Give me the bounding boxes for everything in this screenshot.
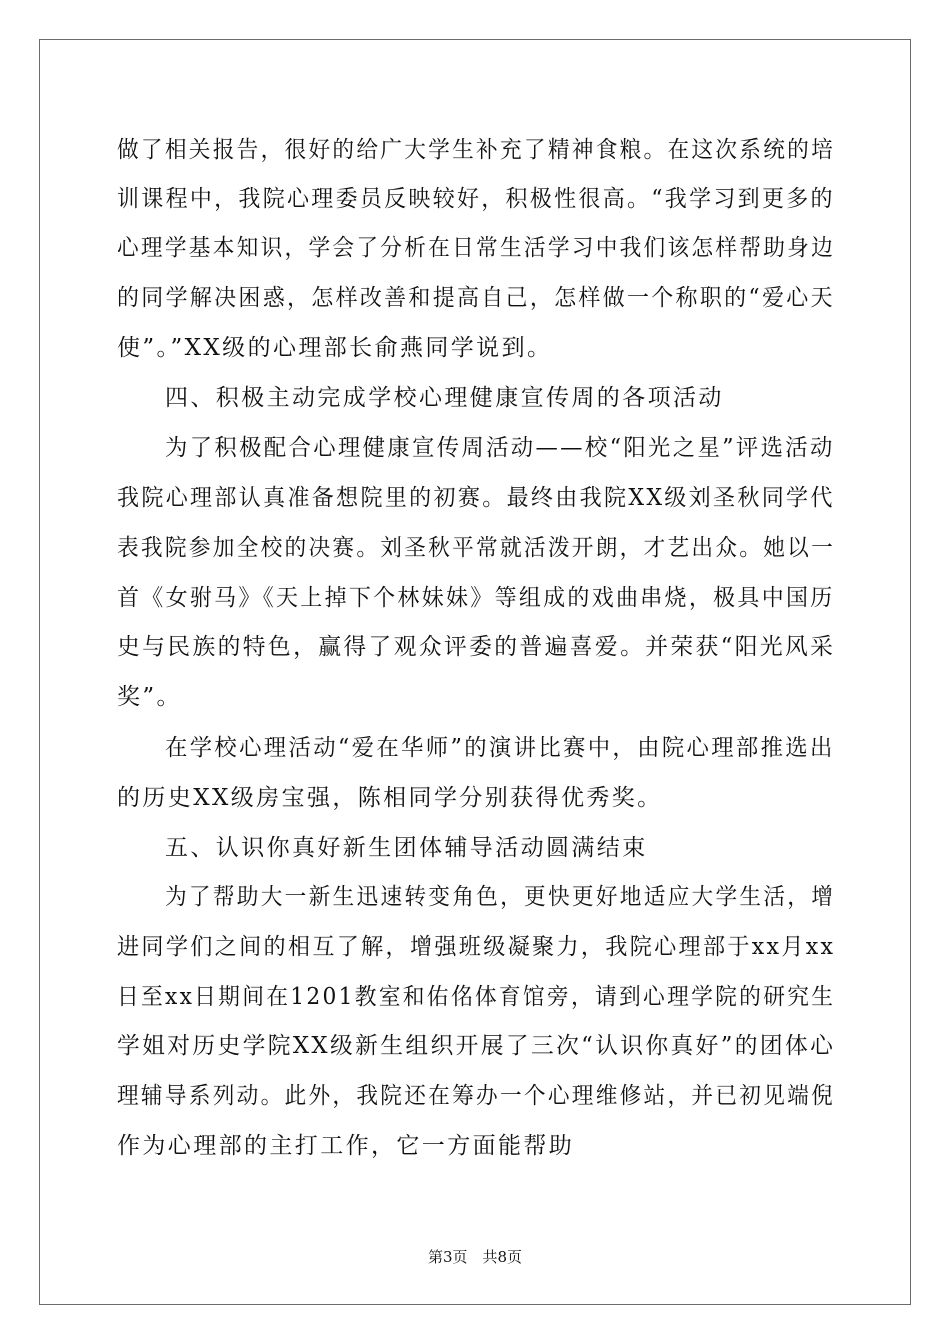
section-heading: 五、认识你真好新生团体辅导活动圆满结束 (165, 835, 648, 861)
text-line: 为了积极配合心理健康宣传周活动——校“阳光之星”评选活动 (165, 435, 835, 461)
text-line: 心理学基本知识，学会了分析在日常生活学习中我们该怎样帮助身边 (117, 235, 836, 261)
page-border (39, 39, 911, 1305)
text-line: 奖”。 (117, 684, 182, 710)
text-line: 做了相关报告，很好的给广大学生补充了精神食粮。在这次系统的培 (117, 137, 836, 163)
text-line: 训课程中，我院心理委员反映较好，积极性很高。“我学习到更多的 (117, 186, 835, 212)
text-line: 为了帮助大一新生迅速转变角色，更快更好地适应大学生活，增 (165, 884, 836, 910)
text-line: 作为心理部的主打工作，它一方面能帮助 (117, 1133, 575, 1159)
text-line: 理辅导系列动。此外，我院还在筹办一个心理维修站，并已初见端倪 (117, 1083, 836, 1109)
text-line: 进同学们之间的相互了解，增强班级凝聚力，我院心理部于xx月xx (117, 934, 836, 960)
text-line: 首《女驸马》《天上掉下个林妹妹》等组成的戏曲串烧，极具中国历 (117, 585, 835, 611)
text-line: 史与民族的特色，赢得了观众评委的普遍喜爱。并荣获“阳光风采 (117, 634, 836, 660)
text-line: 的同学解决困惑，怎样改善和提高自己，怎样做一个称职的“爱心天 (117, 285, 835, 311)
section-heading: 四、积极主动完成学校心理健康宣传周的各项活动 (165, 385, 724, 411)
page-footer: 第3页 共8页 (427, 1248, 523, 1266)
text-line: 学姐对历史学院XX级新生组织开展了三次“认识你真好”的团体心 (117, 1033, 836, 1059)
text-line: 日至xx日期间在1201教室和佑佲体育馆旁，请到心理学院的研究生 (117, 984, 836, 1010)
text-line: 的历史XX级房宝强，陈相同学分别获得优秀奖。 (117, 785, 663, 811)
text-line: 在学校心理活动“爱在华师”的演讲比赛中，由院心理部推选出 (165, 735, 835, 761)
text-line: 我院心理部认真准备想院里的初赛。最终由我院XX级刘圣秋同学代 (117, 485, 835, 511)
text-line: 使”。”XX级的心理部长俞燕同学说到。 (117, 335, 553, 361)
text-line: 表我院参加全校的决赛。刘圣秋平常就活泼开朗，才艺出众。她以一 (117, 535, 836, 561)
